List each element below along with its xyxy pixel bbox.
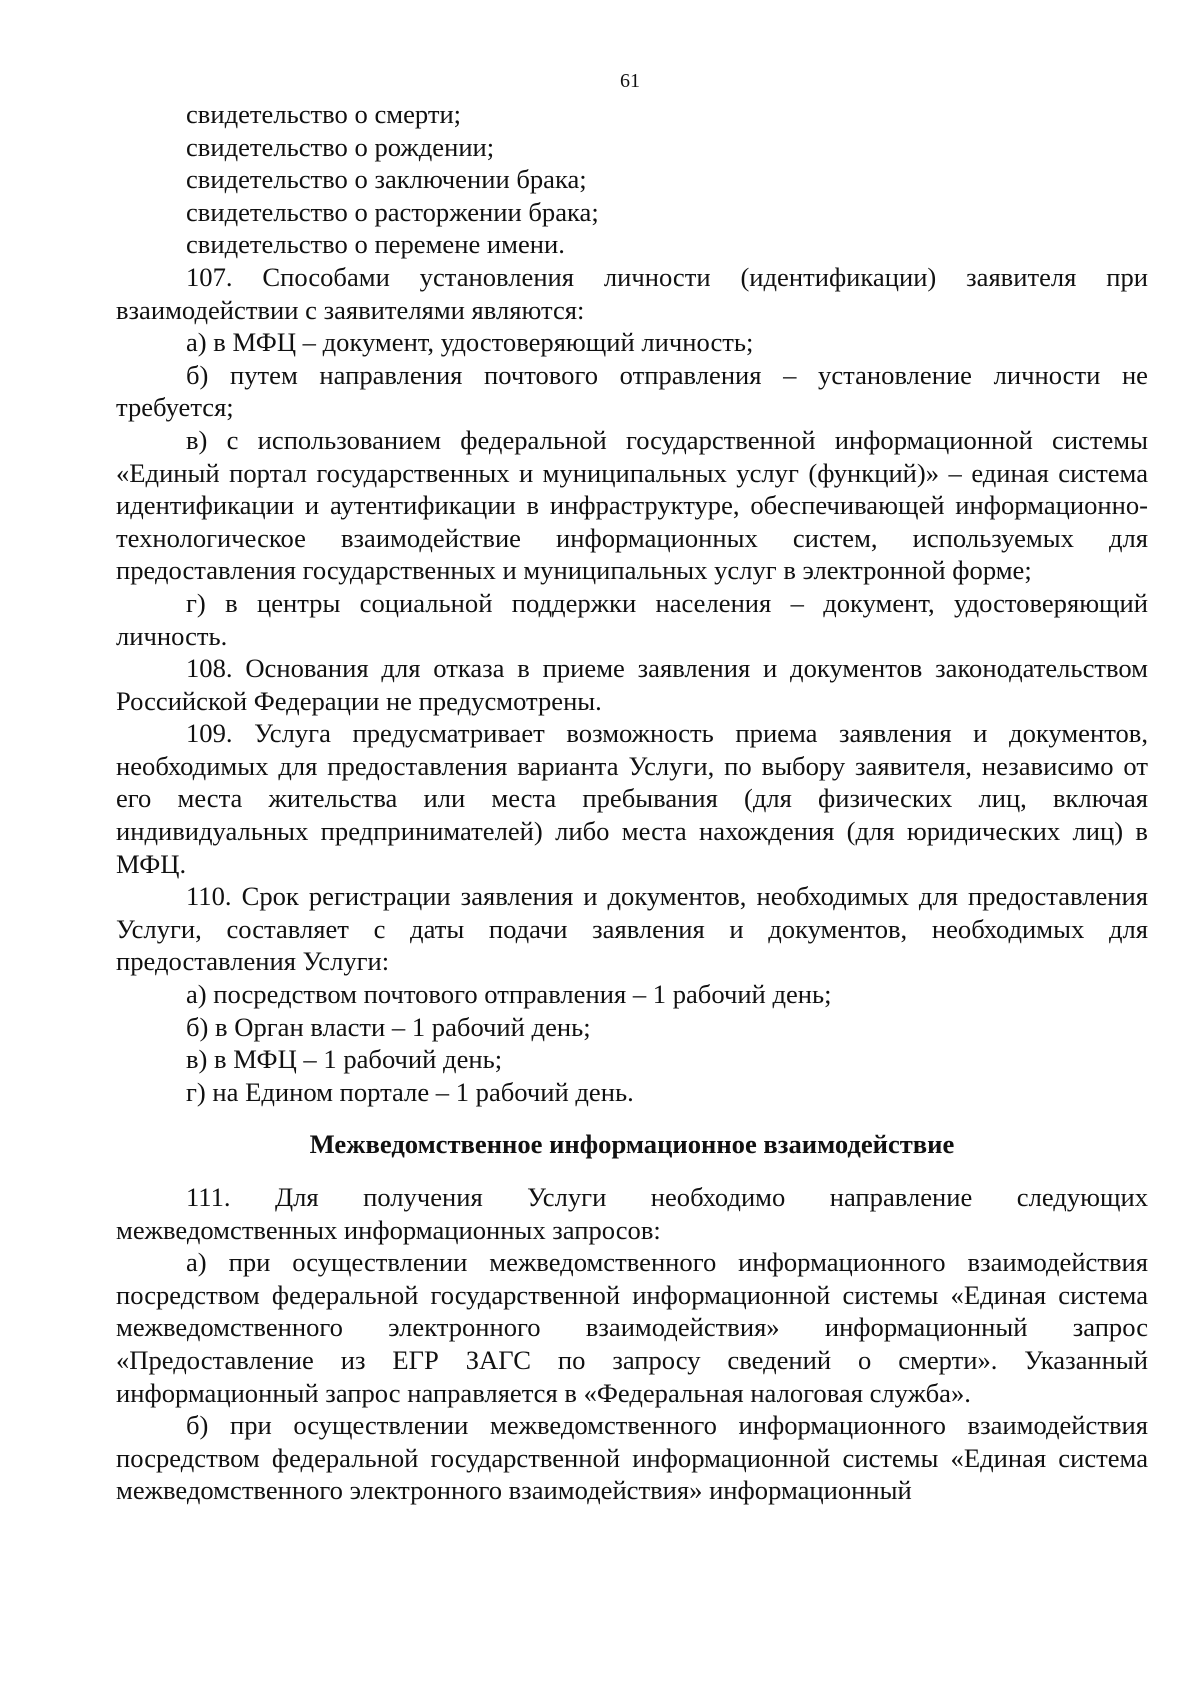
page-number: 61	[620, 70, 640, 92]
paragraph-107-a: а) в МФЦ – документ, удостоверяющий личность;	[186, 327, 754, 358]
paragraph-110-a: а) посредством почтового отправления – 1 рабочий день;	[186, 979, 832, 1010]
paragraph-107-v: в) с использованием федеральной государственной информационной системы «Единый портал государственных и муниципальных услуг (функций)» – единая система идентификации и аутентификации в инфраструктуре, обеспечивающей информационно-технологическое взаимодействие информационных систем, используемых для предоставления государственных и муниципальных услуг в электронной форме;	[116, 424, 1148, 586]
paragraph-110: 110. Срок регистрации заявления и документов, необходимых для предоставления Услуги, составляет с даты подачи заявления и документов, необходимых для предоставления Услуги:	[116, 881, 1148, 977]
paragraph-108: 108. Основания для отказа в приеме заявления и документов законодательством Российской Федерации не предусмотрены.	[116, 653, 1148, 716]
list-item: свидетельство о заключении брака;	[186, 164, 587, 195]
paragraph-111: 111. Для получения Услуги необходимо направление следующих межведомственных информационных запросов:	[116, 1182, 1148, 1245]
paragraph-110-b: б) в Орган власти – 1 рабочий день;	[186, 1011, 591, 1042]
paragraph-110-g: г) на Едином портале – 1 рабочий день.	[186, 1076, 634, 1107]
list-item: свидетельство о рождении;	[186, 131, 495, 162]
paragraph-110-v: в) в МФЦ – 1 рабочий день;	[186, 1044, 503, 1075]
paragraph-111-b: б) при осуществлении межведомственного информационного взаимодействия посредством федеральной государственной информационной системы «Единая система межведомственного электронного взаимодействия» информационный	[116, 1410, 1148, 1506]
section-heading: Межведомственное информационное взаимодействие	[309, 1129, 955, 1160]
list-item: свидетельство о смерти;	[186, 99, 462, 129]
paragraph-107-b: б) путем направления почтового отправления – установление личности не требуется;	[116, 359, 1148, 423]
list-item: свидетельство о расторжении брака;	[186, 196, 599, 227]
paragraph-107-g: г) в центры социальной поддержки населения – документ, удостоверяющий личность.	[116, 587, 1148, 651]
page-content	[116, 98, 1148, 1507]
paragraph-109: 109. Услуга предусматривает возможность приема заявления и документов, необходимых для предоставления варианта Услуги, по выбору заявителя, независимо от его места жительства или места пребывания (для физических лиц, включая индивидуальных предпринимателей) либо места нахождения (для юридических лиц) в МФЦ.	[116, 718, 1148, 879]
list-item: свидетельство о перемене имени.	[186, 229, 565, 260]
paragraph-107: 107. Способами установления личности (идентификации) заявителя при взаимодействии с заявителями являются:	[116, 261, 1148, 325]
paragraph-111-a: а) при осуществлении межведомственного информационного взаимодействия посредством федеральной государственной информационной системы «Единая система межведомственного электронного взаимодействия» информационный запрос «Предоставление из ЕГР ЗАГС по запросу сведений о смерти». Указанный информационный запрос направляется в «Федеральная налоговая служба».	[116, 1247, 1148, 1408]
